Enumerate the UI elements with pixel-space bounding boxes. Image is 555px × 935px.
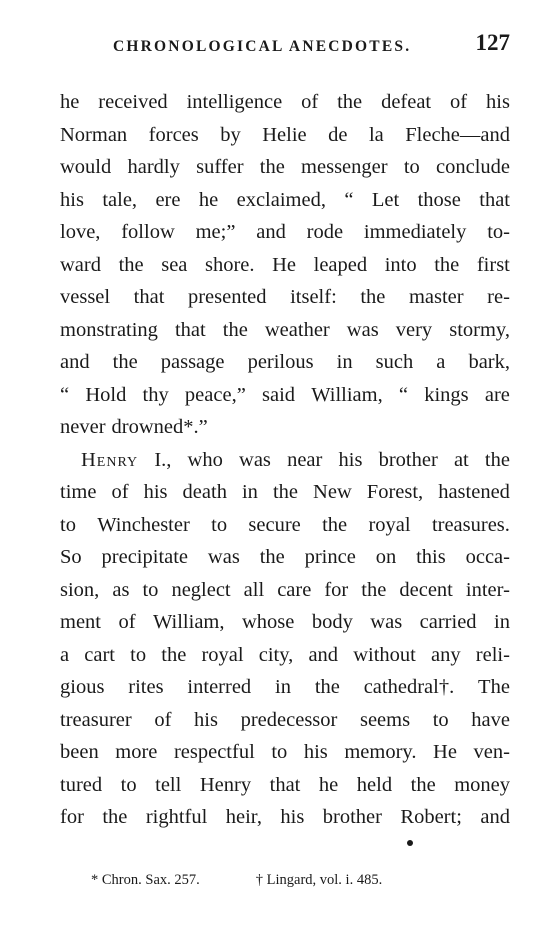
word: neglect: [171, 578, 231, 601]
word: cart: [84, 643, 115, 666]
text-line: [60, 281, 510, 314]
word: on: [375, 546, 397, 568]
word: the: [118, 253, 144, 276]
word: the: [322, 513, 348, 536]
word: So: [60, 546, 82, 568]
word: such: [375, 351, 414, 373]
word: defeat: [381, 91, 432, 113]
word: royal: [201, 643, 244, 666]
word: been: [60, 741, 99, 763]
word: messenger: [301, 156, 388, 178]
word: thy: [142, 383, 169, 406]
word: who: [187, 448, 223, 471]
smallcaps-name: Henry: [81, 448, 139, 471]
word: heir,: [225, 806, 262, 828]
word: de: [328, 123, 348, 146]
word: the: [434, 253, 460, 276]
word: monstrating: [60, 318, 158, 341]
text-line: [60, 671, 510, 704]
text-line: [60, 574, 510, 607]
text-line: [60, 606, 510, 639]
word: death: [182, 481, 227, 503]
word: to: [271, 741, 288, 763]
word: the: [361, 578, 387, 601]
word: a: [436, 351, 446, 373]
word: have: [471, 708, 510, 731]
word: to: [130, 643, 147, 666]
word: prince: [304, 546, 356, 568]
word: peace,”: [184, 383, 246, 406]
word: Let: [371, 188, 400, 211]
word: Norman: [60, 123, 128, 146]
word: brother: [322, 806, 382, 828]
word: very: [395, 318, 433, 341]
paragraph-1: [60, 86, 510, 444]
word: interred: [187, 676, 252, 698]
word: of: [154, 708, 172, 731]
word: carried: [419, 611, 477, 633]
text-line: [60, 541, 510, 574]
word: for: [60, 806, 84, 828]
word: by: [220, 123, 241, 146]
word: “: [398, 383, 409, 406]
word: predecessor: [240, 708, 338, 731]
word: kings: [424, 383, 469, 406]
word: treasures.: [431, 513, 510, 536]
word: the: [259, 156, 285, 178]
word: his: [194, 708, 218, 731]
word: vessel: [60, 286, 111, 308]
word: intelligence: [186, 91, 283, 113]
word: William,: [311, 383, 383, 406]
word: are: [484, 383, 510, 406]
word: this: [416, 546, 446, 568]
word: all: [243, 578, 265, 601]
text-line: [60, 379, 510, 412]
text-line: [60, 476, 510, 509]
word: love,: [60, 221, 101, 243]
word: as: [112, 578, 130, 601]
word: leaped: [313, 253, 368, 276]
ink-speck: [407, 840, 413, 846]
text-line: [60, 769, 510, 802]
word: “: [344, 188, 354, 211]
text-line: [60, 704, 510, 737]
word: in: [241, 481, 258, 503]
word: ven-: [473, 741, 510, 763]
word: was: [207, 546, 240, 568]
word: that: [174, 318, 206, 341]
word: to-: [487, 221, 510, 243]
word: at: [453, 448, 469, 471]
word: I.,: [154, 448, 172, 471]
word: the: [272, 481, 299, 503]
word: sion,: [60, 578, 100, 601]
word: money: [454, 773, 510, 796]
word: itself:: [290, 286, 337, 308]
word: near: [287, 448, 323, 471]
word: held: [356, 773, 393, 796]
word: me;”: [195, 221, 236, 243]
word: secure: [248, 513, 301, 536]
word: the: [410, 773, 436, 796]
word: sea: [161, 253, 188, 276]
word: those: [417, 188, 461, 211]
word: weather: [264, 318, 330, 341]
word: drowned*.”: [111, 416, 208, 438]
word: royal: [368, 513, 411, 536]
word: the: [161, 643, 187, 666]
word: without: [353, 643, 416, 666]
word: for: [324, 578, 349, 601]
word: that: [479, 188, 510, 211]
word: tured: [60, 773, 103, 796]
word: his: [303, 741, 328, 763]
page-number: 127: [475, 30, 510, 55]
word: he: [60, 91, 80, 113]
text-line: [60, 411, 510, 444]
word: into: [384, 253, 417, 276]
text-line: [60, 119, 510, 152]
text-line: [60, 216, 510, 249]
word: his: [143, 481, 168, 503]
text-line: [60, 314, 510, 347]
word: the: [314, 676, 340, 698]
word: to: [60, 513, 76, 536]
word: his: [60, 188, 84, 211]
word: gious: [60, 676, 105, 698]
word: received: [98, 91, 168, 113]
word: brother: [378, 448, 438, 471]
word: care: [277, 578, 312, 601]
word: was: [370, 611, 403, 633]
word: decent: [399, 578, 453, 601]
word: the: [102, 806, 128, 828]
paragraph-2: [60, 444, 510, 834]
word: that: [133, 286, 165, 308]
text-line: [60, 86, 510, 119]
text-line: [60, 346, 510, 379]
word: Henry: [199, 773, 252, 796]
word: of: [118, 611, 136, 633]
word: a: [60, 643, 70, 666]
word: precipitate: [101, 546, 189, 568]
word: presented: [187, 286, 267, 308]
word: to: [120, 773, 137, 796]
word: body: [311, 611, 353, 633]
paragraph-2-first-line: [60, 444, 510, 477]
word: Hold: [85, 383, 127, 406]
footnotes: [91, 872, 491, 889]
word: any: [431, 643, 461, 666]
word: He: [433, 741, 457, 763]
word: said: [262, 383, 296, 406]
word: first: [476, 253, 510, 276]
word: rode: [306, 221, 344, 243]
word: that: [269, 773, 301, 796]
body-text: [60, 86, 510, 834]
text-line: [60, 639, 510, 672]
word: of: [111, 481, 129, 503]
word: Winchester: [97, 513, 190, 536]
word: and: [256, 221, 286, 243]
text-line: [60, 736, 510, 769]
text-line: [60, 801, 510, 834]
word: the: [484, 448, 510, 471]
page-header: [113, 30, 510, 62]
word: master: [408, 286, 464, 308]
word: tale,: [102, 188, 138, 211]
text-line: [60, 184, 510, 217]
footnote-lingard: † Lingard, vol. i. 485.: [255, 872, 383, 888]
word: whose: [241, 611, 295, 633]
word: bark,: [468, 351, 510, 373]
word: la: [368, 123, 384, 146]
word: in: [494, 611, 510, 633]
word: hastened: [438, 481, 510, 503]
word: time: [60, 481, 97, 503]
word: follow: [121, 221, 175, 243]
word: to: [142, 578, 159, 601]
word: ere: [155, 188, 181, 211]
word: ment: [60, 611, 101, 633]
word: he: [318, 773, 339, 796]
word: city,: [258, 643, 294, 666]
word: “: [60, 383, 70, 406]
word: of: [301, 91, 319, 113]
word: The: [478, 676, 510, 698]
word: perilous: [247, 351, 314, 373]
word: more: [115, 741, 158, 763]
word: treasurer: [60, 708, 132, 731]
word: and: [308, 643, 339, 666]
word: passage: [160, 351, 225, 373]
word: memory.: [344, 741, 417, 763]
word: his: [486, 91, 510, 113]
running-title: CHRONOLOGICAL ANECDOTES.: [113, 38, 412, 55]
word: tell: [155, 773, 182, 796]
word: rightful: [145, 806, 208, 828]
word: the: [259, 546, 285, 568]
text-line: [60, 249, 510, 282]
word: ward: [60, 253, 101, 276]
word: was: [346, 318, 379, 341]
word: forces: [148, 123, 199, 146]
text-line: [60, 509, 510, 542]
word: hardly: [127, 156, 180, 178]
word: never: [60, 416, 106, 438]
word: respectful: [173, 741, 255, 763]
word: he: [198, 188, 219, 211]
word: stormy,: [449, 318, 510, 341]
word: in: [336, 351, 353, 373]
word: He: [272, 253, 297, 276]
word: conclude: [436, 156, 510, 178]
word: occa-: [465, 546, 510, 568]
word: the: [112, 351, 138, 373]
word: the: [360, 286, 386, 308]
word: his: [280, 806, 305, 828]
word: Forest,: [366, 481, 424, 503]
word: Helie: [262, 123, 307, 146]
word: would: [60, 156, 112, 178]
word: inter-: [465, 578, 510, 601]
word: rites: [128, 676, 164, 698]
word: was: [239, 448, 271, 471]
word: New: [313, 481, 352, 503]
word: reli-: [475, 643, 510, 666]
word: re-: [487, 286, 510, 308]
word: the: [222, 318, 248, 341]
word: seems: [359, 708, 411, 731]
word: cathedral†.: [363, 676, 455, 698]
word: shore.: [205, 253, 255, 276]
word: and: [60, 351, 90, 373]
word: exclaimed,: [236, 188, 326, 211]
word: to: [432, 708, 449, 731]
word: to: [211, 513, 228, 536]
word: immediately: [363, 221, 467, 243]
word: William,: [153, 611, 225, 633]
word: and: [480, 806, 510, 828]
text-line: [60, 151, 510, 184]
word: in: [275, 676, 291, 698]
word: of: [450, 91, 468, 113]
word: his: [338, 448, 363, 471]
word: the: [337, 91, 363, 113]
word: to: [403, 156, 420, 178]
footnote-chron-sax: * Chron. Sax. 257.: [91, 872, 200, 888]
word: Fleche—and: [405, 123, 510, 146]
word: suffer: [196, 156, 244, 178]
word: Robert;: [400, 806, 462, 828]
